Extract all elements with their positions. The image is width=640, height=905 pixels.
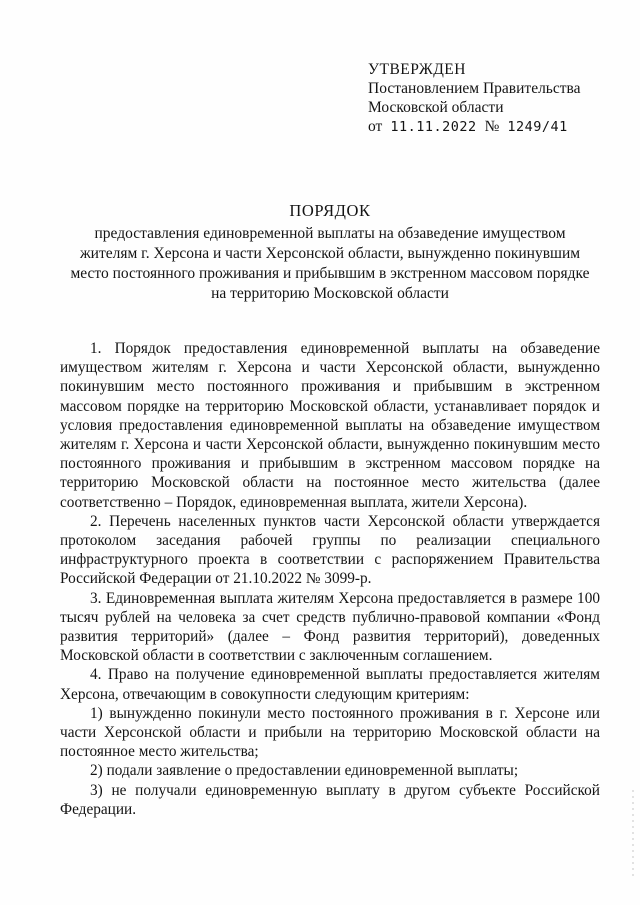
criterion-2: 2) подали заявление о предоставлении единовременной выплаты; (90, 762, 519, 780)
document-heading (60, 200, 600, 304)
approval-date-line (368, 117, 581, 137)
criterion-3: 3) не получали единовременную выплату в другом субъекте Российской Федерации. (60, 781, 600, 818)
approval-number: 1249/41 (507, 119, 568, 135)
paragraph-1: 1. Порядок предоставления единовременной выплаты на обзаведение имуществом жителям г. Херсона и части Херсонской области, вынужденно покинувшим место постоянного проживания и прибывшим в экстренном массовом порядке на территорию Московской области, устанавливает порядок и условия предоставления единовременной выплаты на обзаведение имуществом жителям г. Херсона и части Херсонской области, вынужденно покинувшим место постоянного проживания и прибывшим в экстренном массовом порядке на территорию Московской области на постоянное место жительства (далее соответственно – Порядок, единовременная выплата, жители Херсона). (60, 340, 600, 511)
subtitle-line: жителям г. Херсона и части Херсонской области, вынужденно покинувшим (79, 245, 581, 262)
subtitle-line: предоставления единовременной выплаты на обзаведение имуществом (94, 225, 566, 242)
approval-block (368, 60, 581, 137)
number-sign: № (484, 118, 500, 135)
approval-line-1: Постановлением Правительства (368, 80, 581, 97)
subtitle-line: место постоянного проживания и прибывшим в экстренном массовом порядке (70, 265, 590, 282)
document-title: ПОРЯДОК (289, 201, 371, 220)
paragraph-4: 4. Право на получение единовременной выплаты предоставляется жителям Херсона, отвечающим в совокупности следующим критериям: (60, 666, 600, 703)
scan-edge-artifact (632, 790, 634, 880)
approval-title: УТВЕРЖДЕН (368, 61, 466, 78)
approval-line-2: Московской области (368, 99, 504, 116)
approval-date: 11.11.2022 (390, 119, 477, 135)
subtitle-line: на территорию Московской области (211, 285, 449, 302)
date-prefix: от (368, 118, 383, 135)
paragraph-2: 2. Перечень населенных пунктов части Херсонской области утверждается протоколом заседания рабочей группы по реализации специального инфраструктурного проекта в соответствии с распоряжением Правительства Российской Федерации от 21.10.2022 № 3099-р. (60, 512, 600, 588)
criterion-1: 1) вынужденно покинули место постоянного проживания в г. Херсоне или части Херсонской области и прибыли на территорию Московской области на постоянное место жительства; (60, 704, 600, 761)
paragraph-3: 3. Единовременная выплата жителям Херсона предоставляется в размере 100 тысяч рублей на человека за счет средств публично-правовой компании «Фонд развития территорий» (далее – Фонд развития территорий), доведенных Московской области в соответствии с заключенным соглашением. (60, 589, 600, 665)
document-body (60, 339, 600, 819)
